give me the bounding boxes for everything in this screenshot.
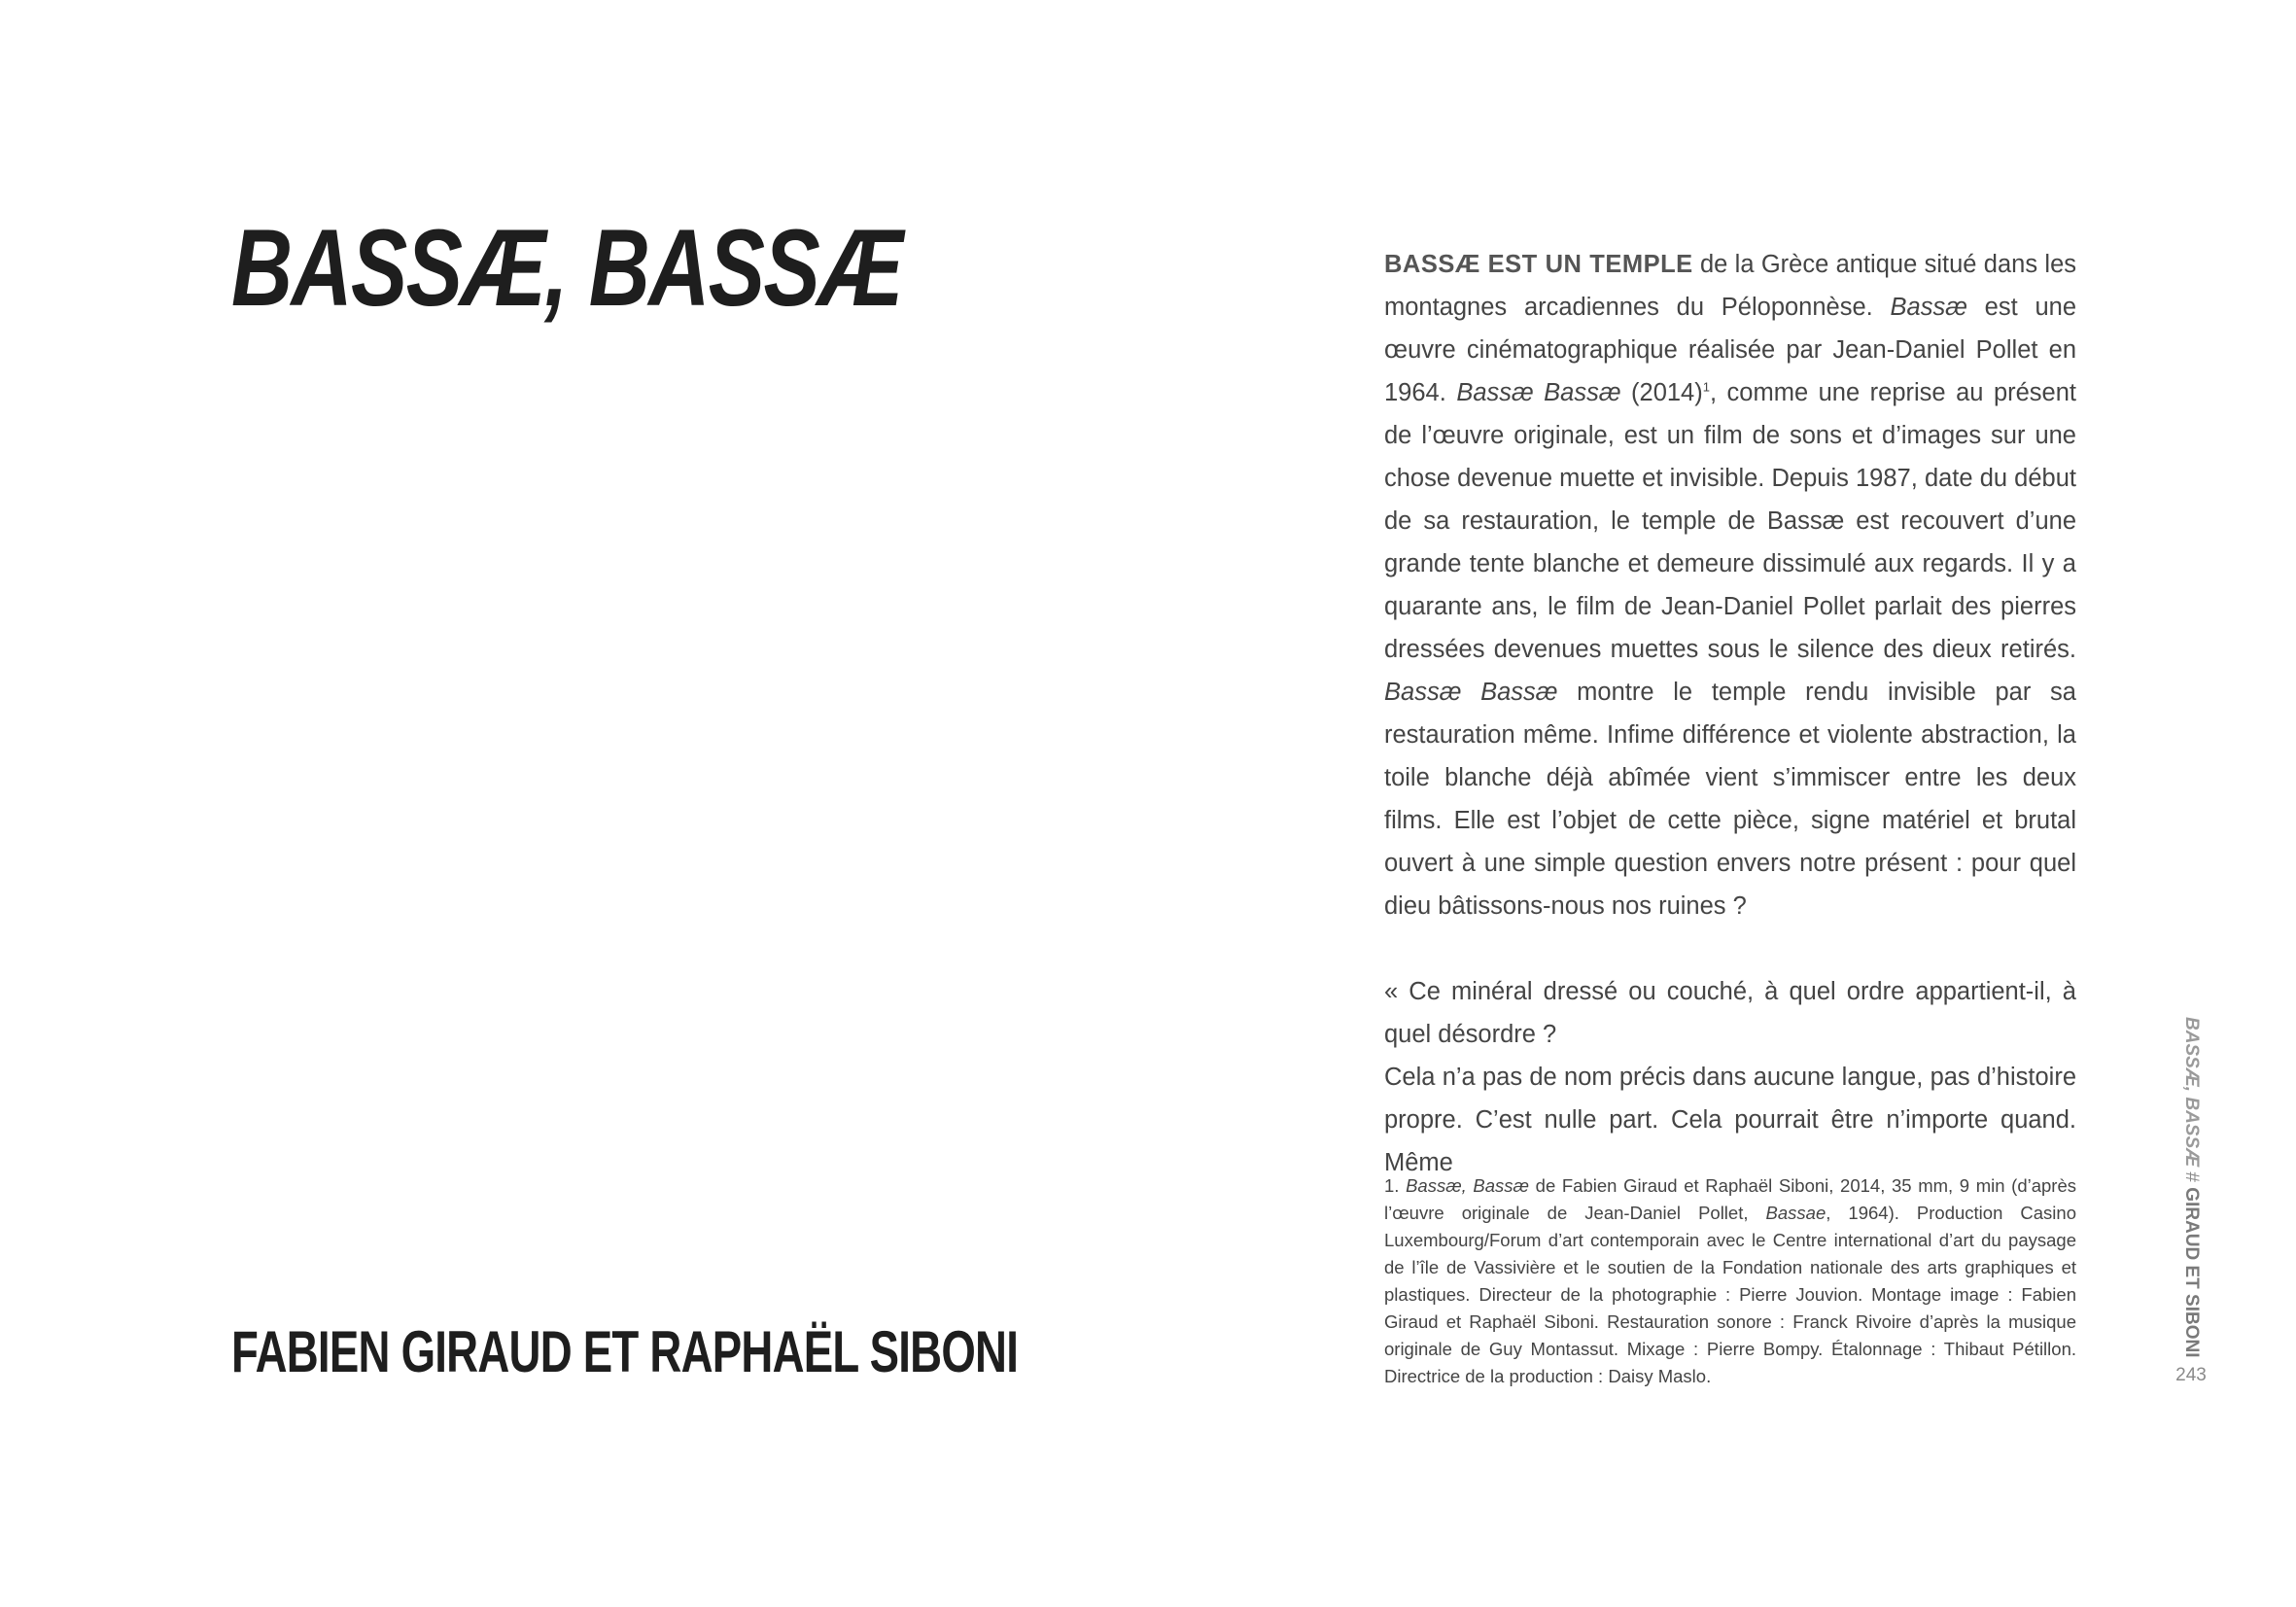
running-head-text — [2174, 1017, 2209, 1358]
footnote-reference[interactable]: 1 — [1702, 379, 1710, 395]
body-paragraph-3: Cela n’a pas de nom précis dans aucune langue, pas d’histoire propre. C’est nulle part. Cela pourrait être n’importe quand. Même — [1384, 1064, 2076, 1176]
running-head-authors: GIRAUD ET SIBONI — [2181, 1187, 2202, 1358]
page-number: 243 — [2175, 1365, 2207, 1385]
authors-heading: FABIEN GIRAUD ET RAPHAËL SIBONI — [231, 1319, 1019, 1384]
film-title: Bassæ — [1890, 294, 1967, 321]
running-head-title: BASSÆ, BASSÆ — [2181, 1017, 2202, 1168]
body-paragraph-1: BASSÆ EST UN TEMPLE de la Grèce antique situé dans les montagnes arcadiennes du Péloponnèse. Bassæ est une œuvre cinématographique réalisée par Jean-Daniel Pollet en 1964. Bassæ Bassæ $(2014)^1$, comme une reprise au présent de l’œuvre originale, est un film de sons et d’images sur une chose devenue muette et invisible. Depuis 1987, date du début de sa restauration, le temple de Bassæ est recouvert d’une grande tente blanche et demeure dissimulé aux regards. Il y a quarante ans, le film de Jean-Daniel Pollet parlait des pierres dressées devenues muettes sous le silence des dieux retirés. Bassæ Bassæ montre le temple rendu invisible par sa restauration même. Infime différence et violente abstraction, la toile blanche déjà abîmée vient s’immiscer entre les deux films. Elle est l’objet de cette pièce, signe matériel et brutal ouvert à une simple question envers notre présent : pour quel dieu bâtissons-nous nos ruines ? — [1384, 251, 2077, 920]
film-title: Bassæ Bassæ — [1456, 379, 1621, 406]
footnote-number: 1. — [1384, 1175, 1407, 1196]
quote-paragraph: « Ce minéral dressé ou couché, à quel ordre appartient-il, à quel désordre ? — [1384, 978, 2076, 1048]
paragraph-gap — [1384, 927, 2076, 970]
running-head-separator: # — [2181, 1167, 2202, 1188]
footnote-text: 1. Bassæ, Bassæ de Fabien Giraud et Raphaël Siboni, 2014, 35 mm, 9 min (d’après l’œuvre originale de Jean-Daniel Pollet, Bassae, 1964). Production Casino Luxembourg/Forum d’art contemporain avec le Centre international d’art du paysage de l’île de Vassivière et le soutien de la Fondation nationale des arts graphiques et plastiques. Directeur de la photographie : Pierre Jouvion. Montage image : Fabien Giraud et Raphaël Siboni. Restauration sonore : Franck Rivoire d’après la musique originale de Guy Montassut. Mixage : Pierre Bompy. Étalonnage : Thibaut Pétillon. Directrice de la production : Daisy Maslo. — [1384, 1175, 2077, 1386]
film-title: Bassæ Bassæ — [1384, 679, 1558, 706]
footnote — [1384, 1172, 2076, 1390]
body-text — [1384, 243, 2076, 1184]
lead-in: BASSÆ EST UN TEMPLE — [1384, 251, 1693, 278]
running-head — [2174, 1017, 2209, 1358]
page-title: BASSÆ, BASSÆ — [231, 207, 902, 329]
